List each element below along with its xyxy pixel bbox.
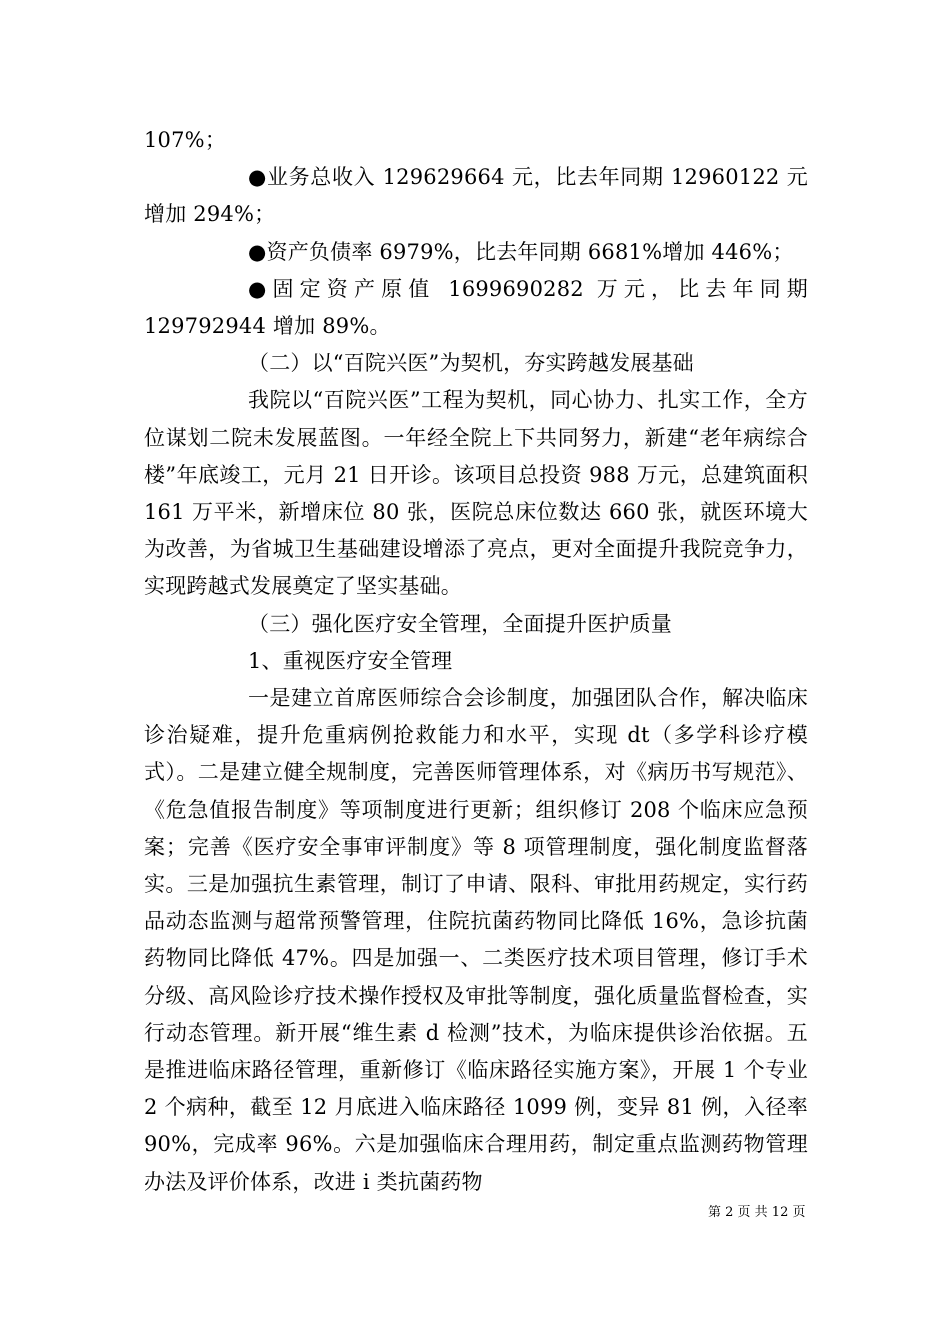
document-body bbox=[144, 122, 808, 1201]
paragraph-medical-safety: 一是建立首席医师综合会诊制度，加强团队合作，解决临床诊治疑难，提升危重病例抢救能力和水平，实现 dt（多学科诊疗模式）。二是建立健全规制度，完善医师管理体系，对《病历书写规范》、《危急值报告制度》等项制度进行更新；组织修订 208 个临床应急预案；完善《医疗安全事审评制度》等 8 项管理制度，强化制度监督落实。三是加强抗生素管理，制订了申请、限科、审批用药规定，实行药品动态监测与超常预警管理，住院抗菌药物同比降低 16%，急诊抗菌药物同比降低 47%。四是加强一、二类医疗技术项目管理，修订手术分级、高风险诊疗技术操作授权及审批等制度，强化质量监督检查，实行动态管理。新开展“维生素 d 检测”技术，为临床提供诊治依据。五是推进临床路径管理，重新修订《临床路径实施方案》，开展 1 个专业 2 个病种，截至 12 月底进入临床路径 1099 例，变异 81 例，入径率 90%，完成率 96%。六是加强临床合理用药，制定重点监测药物管理办法及评价体系，改进 i 类抗菌药物 bbox=[144, 686, 808, 1194]
paragraph-fixed-assets: ●固定资产原值 1699690282 万元，比去年同期 129792944 增加 89%。 bbox=[144, 276, 808, 339]
paragraph-hospital-development: 我院以“百院兴医”工程为契机，同心协力、扎实工作，全方位谋划二院未发展蓝图。一年经全院上下共同努力，新建“老年病综合楼”年底竣工，元月 21 日开诊。该项目总投资 988 万元，总建筑面积 161 万平米，新增床位 80 张，医院总床位数达 660 张，就医环境大为改善，为省城卫生基础建设增添了亮点，更对全面提升我院竞争力，实现跨越式发展奠定了坚实基础。 bbox=[144, 388, 808, 599]
page-footer: 第 2 页 共 12 页 bbox=[708, 1205, 806, 1220]
section-heading-3: （三）强化医疗安全管理，全面提升医护质量 bbox=[248, 611, 672, 636]
subsection-heading-1: 1、重视医疗安全管理 bbox=[248, 648, 453, 673]
paragraph-continuation: 107%； bbox=[144, 128, 227, 152]
paragraph-debt-ratio: ●资产负债率 6979%，比去年同期 6681%增加 446%； bbox=[248, 239, 794, 264]
section-heading-2: （二）以“百院兴医”为契机，夯实跨越发展基础 bbox=[248, 351, 694, 376]
paragraph-business-income: ●业务总收入 129629664 元，比去年同期 12960122 元增加 294%； bbox=[144, 165, 808, 227]
